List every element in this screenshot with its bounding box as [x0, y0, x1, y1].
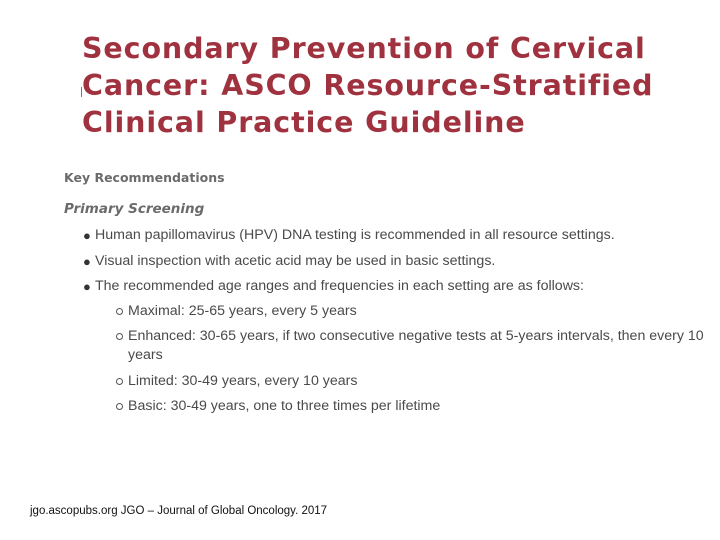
age-range-list: [114, 302, 709, 422]
circle-bullet-icon: [116, 403, 123, 410]
title-line-2: Cancer: ASCO Resource-Stratified: [82, 69, 654, 102]
recommendation-list: [80, 226, 710, 303]
list-item: [114, 302, 709, 321]
bullet-icon: ●: [83, 279, 91, 294]
title-line-3: Clinical Practice Guideline: [82, 106, 526, 139]
list-item-text: Visual inspection with acetic acid may be used in basic settings.: [95, 252, 496, 269]
source-footer: jgo.ascopubs.org JGO – Journal of Global Oncology. 2017: [30, 505, 328, 517]
circle-bullet-icon: [116, 308, 123, 315]
list-item-text: Limited: 30-49 years, every 10 years: [128, 372, 358, 389]
list-item: [114, 397, 709, 416]
list-item: [80, 277, 710, 296]
list-item-text: Enhanced: 30-65 years, if two consecutive negative tests at 5-years intervals, then every 10 years: [128, 328, 704, 364]
list-item-text: Basic: 30-49 years, one to three times per lifetime: [128, 397, 441, 414]
bullet-icon: ●: [83, 228, 91, 243]
slide-title: [82, 30, 712, 141]
list-item: [80, 226, 710, 245]
list-item-text: Maximal: 25-65 years, every 5 years: [128, 303, 357, 319]
list-item: [80, 252, 710, 271]
circle-bullet-icon: [116, 333, 123, 340]
title-line-1: Secondary Prevention of Cervical: [82, 32, 646, 65]
list-item-text: The recommended age ranges and frequencies in each setting are as follows:: [95, 278, 584, 294]
list-item: [114, 372, 709, 391]
primary-screening-heading: Primary Screening: [64, 201, 205, 217]
list-item-text: Human papillomavirus (HPV) DNA testing is recommended in all resource settings.: [95, 227, 615, 243]
text-cursor-mark: [81, 87, 82, 97]
key-recommendations-heading: Key Recommendations: [64, 170, 225, 185]
bullet-icon: ●: [83, 253, 91, 269]
list-item: [114, 327, 709, 365]
circle-bullet-icon: [116, 378, 123, 385]
